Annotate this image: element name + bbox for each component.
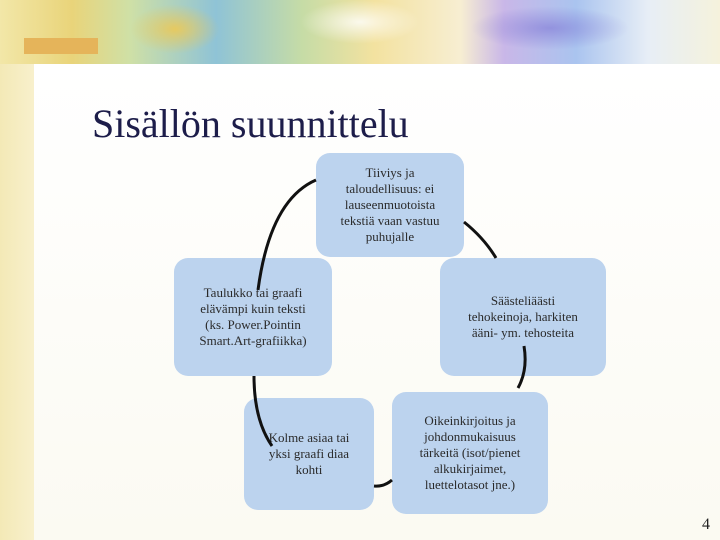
- cycle-node-three-things: Kolme asiaa tai yksi graafi diaa kohti: [244, 398, 374, 510]
- left-margin-bar: [0, 64, 34, 540]
- banner-leaf-decoration: [130, 4, 220, 54]
- banner-leaf-decoration: [470, 6, 630, 50]
- page-number: 4: [702, 516, 710, 533]
- banner-leaf-decoration: [300, 0, 420, 44]
- cycle-node-conciseness: Tiiviys ja taloudellisuus: ei lauseenmuotoista tekstiä vaan vastuu puhujalle: [316, 153, 464, 257]
- gold-accent-strip: [24, 38, 98, 54]
- header-banner: [0, 0, 720, 64]
- cycle-node-spelling: Oikeinkirjoitus ja johdonmukaisuus tärkeitä (isot/pienet alkukirjaimet, luettelotasot jne.): [392, 392, 548, 514]
- cycle-node-table-graph: Taulukko tai graafi elävämpi kuin teksti (ks. Power.Pointin Smart.Art-grafiikka): [174, 258, 332, 376]
- slide-title: Sisällön suunnittelu: [92, 101, 409, 146]
- cycle-node-effects: Säästeliäästi tehokeinoja, harkiten ääni- ym. tehosteita: [440, 258, 606, 376]
